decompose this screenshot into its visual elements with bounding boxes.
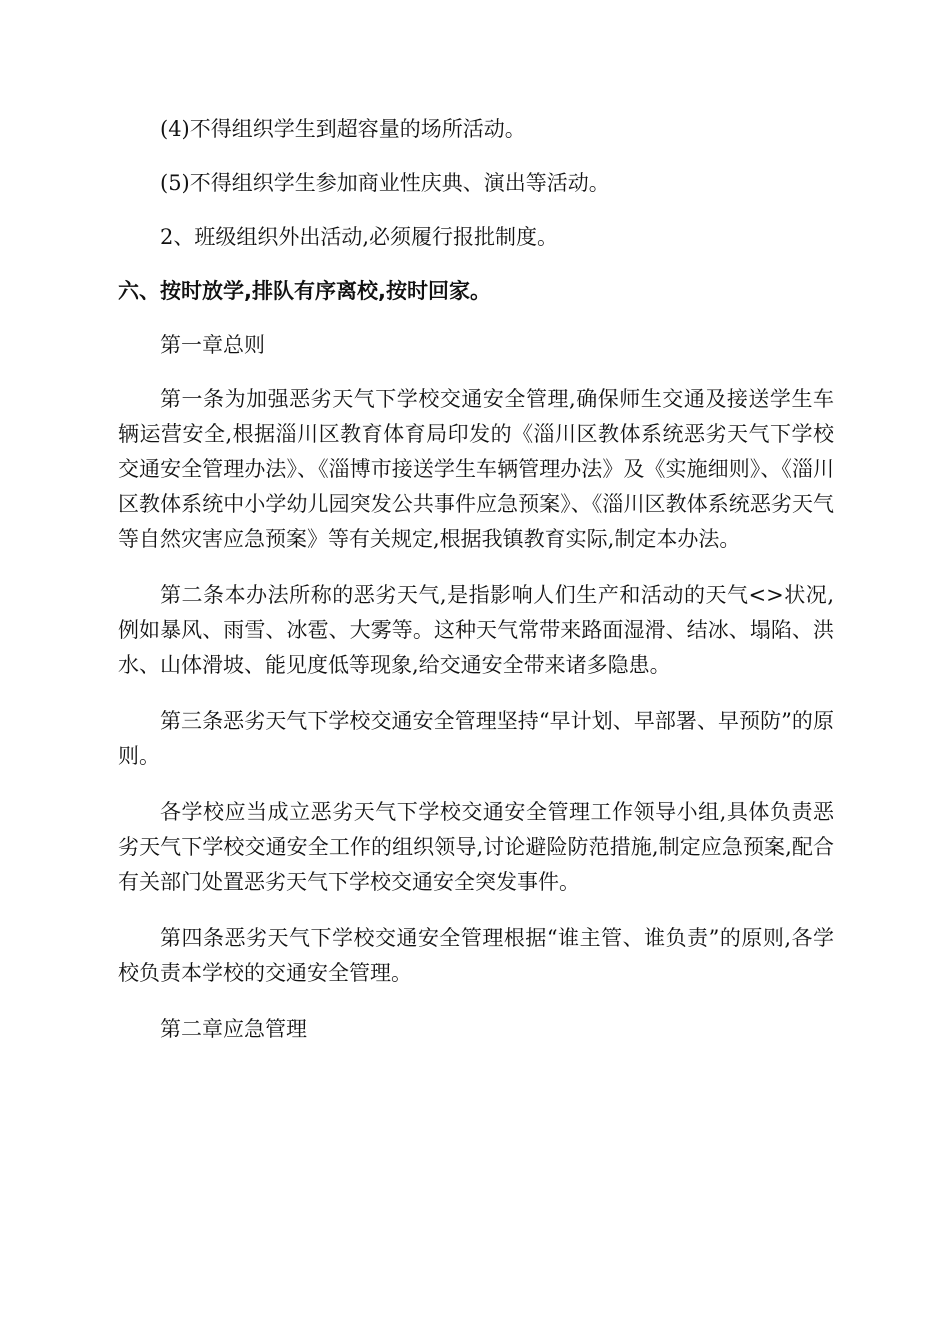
chapter-heading-one: 第一章总则 [160,333,265,357]
paragraph-outing-approval: 2、班级组织外出活动,必须履行报批制度。 [160,225,559,249]
article-one: 第一条为加强恶劣天气下学校交通安全管理,确保师生交通及接送学生车辆运营安全,根据淄川区教育体育局印发的《淄川区教体系统恶劣天气下学校交通安全管理办法》、《淄博市接送学生车辆管理办法》及《实施细则》、《淄川区教体系统中小学幼儿园突发公共事件应急预案》、《淄川区教体系统恶劣天气等自然灾害应急预案》等有关规定,根据我镇教育实际,制定本办法。 [118,387,834,551]
paragraph-leading-group: 各学校应当成立恶劣天气下学校交通安全管理工作领导小组,具体负责恶劣天气下学校交通安全工作的组织领导,讨论避险防范措施,制定应急预案,配合有关部门处置恶劣天气下学校交通安全突发事件。 [118,800,834,894]
chapter-heading-two: 第二章应急管理 [160,1017,307,1041]
article-three: 第三条恶劣天气下学校交通安全管理坚持“早计划、早部署、早预防”的原则。 [118,709,834,768]
paragraph-item-4: (4)不得组织学生到超容量的场所活动。 [160,117,526,141]
article-two: 第二条本办法所称的恶劣天气,是指影响人们生产和活动的天气<>状况,例如暴风、雨雪、冰雹、大雾等。这种天气常带来路面湿滑、结冰、塌陷、洪水、山体滑坡、能见度低等现象,给交通安全带来诸多隐患。 [118,583,834,677]
article-four: 第四条恶劣天气下学校交通安全管理根据“谁主管、谁负责”的原则,各学校负责本学校的交通安全管理。 [118,926,834,985]
section-heading-six: 六、按时放学,排队有序离校,按时回家。 [118,279,491,303]
paragraph-item-5: (5)不得组织学生参加商业性庆典、演出等活动。 [160,171,610,195]
document-page [118,112,834,1047]
